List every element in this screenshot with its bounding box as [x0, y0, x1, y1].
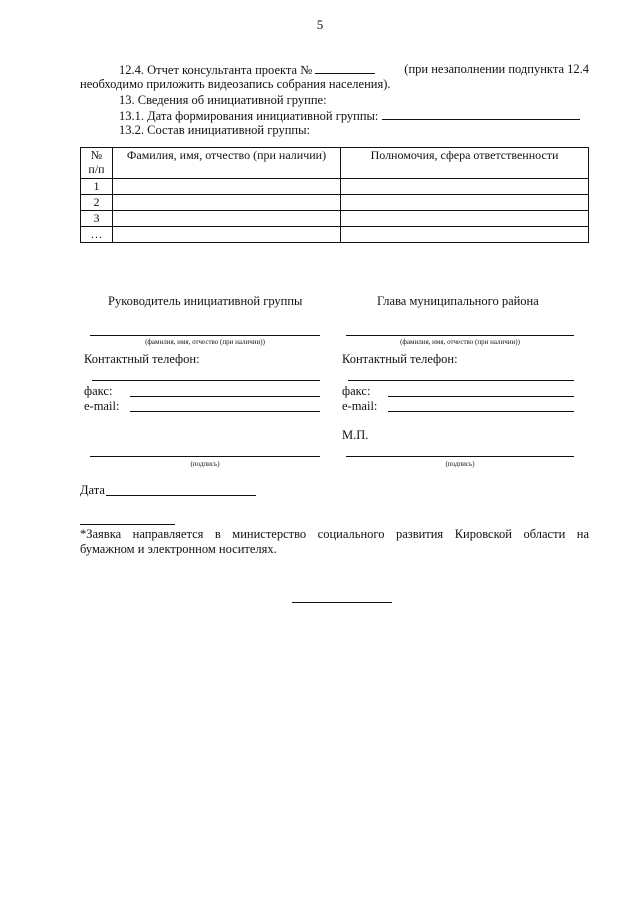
row-num: 3: [81, 211, 113, 227]
section-12-4-line2: необходимо приложить видеозапись собрания населения).: [80, 77, 391, 91]
row-role-cell[interactable]: [341, 179, 589, 195]
section-13-heading: 13. Сведения об инициативной группе:: [119, 93, 327, 107]
right-sign-caption: (подпись): [445, 460, 475, 468]
right-email-field[interactable]: [388, 411, 574, 412]
section-13-2: 13.2. Состав инициативной группы:: [119, 123, 310, 137]
right-fax-label: факс:: [342, 384, 371, 398]
row-name-cell[interactable]: [113, 195, 341, 211]
section-12-4-note: (при незаполнении подпункта 12.4: [404, 62, 589, 76]
header-num-line2: п/п: [88, 162, 105, 176]
date-label: Дата: [80, 483, 105, 497]
section-12-4-text: 12.4. Отчет консультанта проекта №: [119, 63, 313, 77]
right-name-caption: (фамилия, имя, отчество (при наличии)): [400, 338, 520, 346]
left-email-field[interactable]: [130, 411, 320, 412]
right-fax-field[interactable]: [388, 396, 574, 397]
table-row: [81, 195, 589, 211]
stamp-label: М.П.: [342, 428, 369, 442]
header-num-line1: №: [90, 148, 103, 162]
left-fax-label: факс:: [84, 384, 113, 398]
project-number-field[interactable]: [315, 62, 375, 74]
section-13-1: [119, 108, 580, 124]
header-name: Фамилия, имя, отчество (при наличии): [113, 148, 341, 179]
header-num: [81, 148, 113, 179]
table-row: [81, 227, 589, 243]
left-sign-caption: (подпись): [190, 460, 220, 468]
row-name-cell[interactable]: [113, 211, 341, 227]
left-name-caption: (фамилия, имя, отчество (при наличии)): [145, 338, 265, 346]
date-field[interactable]: [106, 495, 256, 496]
left-phone-label: Контактный телефон:: [84, 352, 200, 366]
row-role-cell[interactable]: [341, 195, 589, 211]
footnote-separator: [80, 524, 175, 525]
end-rule: [292, 602, 392, 603]
row-name-cell[interactable]: [113, 227, 341, 243]
right-signature-field[interactable]: [346, 456, 574, 457]
table-row: [81, 179, 589, 195]
table-header-row: [81, 148, 589, 179]
row-num: 2: [81, 195, 113, 211]
table-row: [81, 211, 589, 227]
left-fax-field[interactable]: [130, 396, 320, 397]
section-12-4-line1: [119, 62, 375, 78]
right-phone-field[interactable]: [348, 380, 574, 381]
left-email-label: e-mail:: [84, 399, 120, 413]
left-phone-field[interactable]: [92, 380, 320, 381]
right-name-field[interactable]: [346, 335, 574, 336]
header-role: Полномочия, сфера ответственности: [341, 148, 589, 179]
row-num: 1: [81, 179, 113, 195]
row-num: …: [81, 227, 113, 243]
footnote-line1: *Заявка направляется в министерство социального развития Кировской области на: [80, 527, 589, 541]
group-date-field[interactable]: [382, 108, 580, 120]
left-signer-title: Руководитель инициативной группы: [108, 294, 303, 308]
right-email-label: e-mail:: [342, 399, 378, 413]
right-phone-label: Контактный телефон:: [342, 352, 458, 366]
left-signature-field[interactable]: [90, 456, 320, 457]
right-signer-title: Глава муниципального района: [377, 294, 539, 308]
group-table: [80, 147, 589, 243]
row-role-cell[interactable]: [341, 211, 589, 227]
footnote-line2: бумажном и электронном носителях.: [80, 542, 277, 556]
section-13-1-label: 13.1. Дата формирования инициативной группы:: [119, 109, 379, 123]
row-role-cell[interactable]: [341, 227, 589, 243]
page-number: 5: [316, 17, 324, 32]
row-name-cell[interactable]: [113, 179, 341, 195]
left-name-field[interactable]: [90, 335, 320, 336]
